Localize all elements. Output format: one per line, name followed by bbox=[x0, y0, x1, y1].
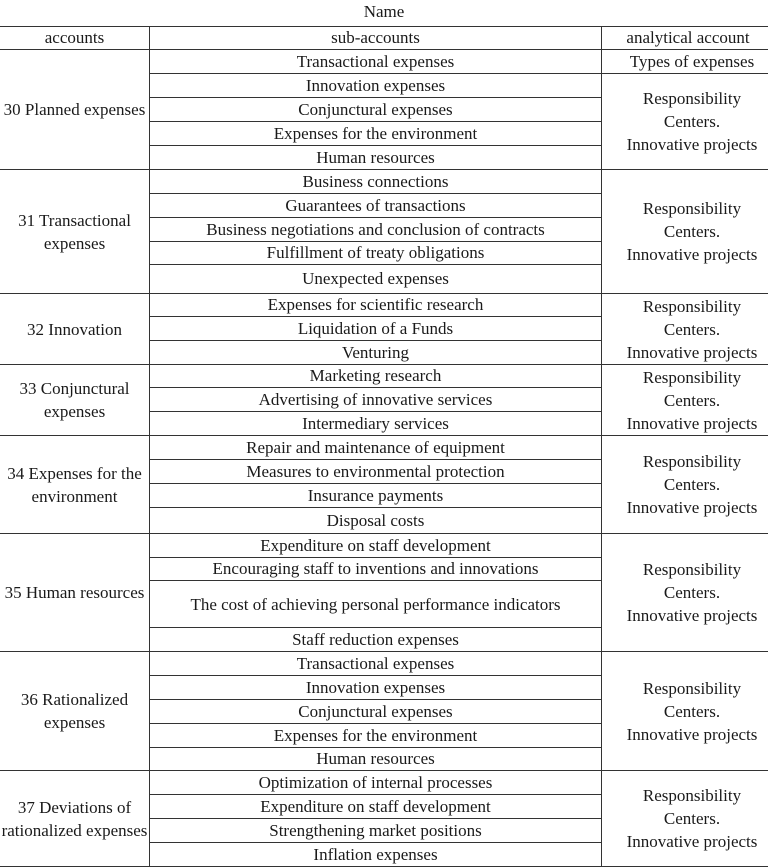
account-cell: 32 Innovation bbox=[0, 294, 150, 365]
sub-account-cell: Disposal costs bbox=[150, 508, 602, 534]
sub-account-cell: Human resources bbox=[150, 146, 602, 170]
analytical-cell bbox=[602, 365, 768, 436]
analytical-cell bbox=[602, 170, 768, 294]
sub-account-cell: Expenses for the environment bbox=[150, 724, 602, 748]
analytical-line: Centers. bbox=[616, 110, 768, 133]
header-sub-accounts: sub-accounts bbox=[150, 27, 602, 50]
accounts-table bbox=[0, 26, 768, 867]
analytical-line: Responsibility bbox=[616, 558, 768, 581]
analytical-line: Responsibility bbox=[616, 366, 768, 389]
table-row bbox=[0, 170, 768, 194]
analytical-cell bbox=[602, 74, 768, 170]
sub-account-cell: Business connections bbox=[150, 170, 602, 194]
sub-account-cell: Fulfillment of treaty obligations bbox=[150, 242, 602, 265]
analytical-line: Innovative projects bbox=[616, 243, 768, 266]
table-row bbox=[0, 294, 768, 317]
account-cell: 37 Deviations of rationalized expenses bbox=[0, 771, 150, 867]
analytical-line: Centers. bbox=[616, 581, 768, 604]
sub-account-cell: Repair and maintenance of equipment bbox=[150, 436, 602, 460]
sub-account-cell: Human resources bbox=[150, 748, 602, 771]
account-cell: 34 Expenses for the environment bbox=[0, 436, 150, 534]
sub-account-cell: Unexpected expenses bbox=[150, 265, 602, 294]
analytical-line: Innovative projects bbox=[616, 341, 768, 364]
sub-account-cell: Advertising of innovative services bbox=[150, 388, 602, 412]
sub-account-cell: Expenditure on staff development bbox=[150, 534, 602, 558]
account-cell: 31 Transactional expenses bbox=[0, 170, 150, 294]
sub-account-cell: Encouraging staff to inventions and innovations bbox=[150, 558, 602, 581]
table-title: Name bbox=[0, 0, 768, 26]
analytical-line: Centers. bbox=[616, 807, 768, 830]
analytical-line: Centers. bbox=[616, 700, 768, 723]
sub-account-cell: Expenses for scientific research bbox=[150, 294, 602, 317]
analytical-cell bbox=[602, 294, 768, 365]
account-cell: 30 Planned expenses bbox=[0, 50, 150, 170]
sub-account-cell: Business negotiations and conclusion of contracts bbox=[150, 218, 602, 242]
sub-account-cell: Innovation expenses bbox=[150, 676, 602, 700]
sub-account-cell: Conjunctural expenses bbox=[150, 98, 602, 122]
analytical-line: Responsibility bbox=[616, 677, 768, 700]
analytical-line: Centers. bbox=[616, 473, 768, 496]
header-row bbox=[0, 27, 768, 50]
sub-account-cell: Measures to environmental protection bbox=[150, 460, 602, 484]
sub-account-cell: Expenditure on staff development bbox=[150, 795, 602, 819]
analytical-line: Innovative projects bbox=[616, 412, 768, 435]
table-row bbox=[0, 534, 768, 558]
analytical-line: Innovative projects bbox=[616, 723, 768, 746]
sub-account-cell: Strengthening market positions bbox=[150, 819, 602, 843]
analytical-line: Centers. bbox=[616, 220, 768, 243]
sub-account-cell: Optimization of internal processes bbox=[150, 771, 602, 795]
table-row bbox=[0, 365, 768, 388]
sub-account-cell: Insurance payments bbox=[150, 484, 602, 508]
account-cell: 35 Human resources bbox=[0, 534, 150, 652]
analytical-line: Responsibility bbox=[616, 295, 768, 318]
analytical-line: Centers. bbox=[616, 318, 768, 341]
analytical-text: Types of expenses bbox=[616, 50, 768, 73]
sub-account-cell: Staff reduction expenses bbox=[150, 628, 602, 652]
table-row bbox=[0, 436, 768, 460]
analytical-line: Innovative projects bbox=[616, 604, 768, 627]
sub-account-cell: Transactional expenses bbox=[150, 50, 602, 74]
analytical-cell bbox=[602, 50, 768, 74]
sub-account-cell: Conjunctural expenses bbox=[150, 700, 602, 724]
header-accounts: accounts bbox=[0, 27, 150, 50]
header-analytical-account: analytical account bbox=[602, 27, 768, 50]
table-row bbox=[0, 652, 768, 676]
account-cell: 33 Conjunctural expenses bbox=[0, 365, 150, 436]
analytical-line: Responsibility bbox=[616, 784, 768, 807]
analytical-cell bbox=[602, 771, 768, 867]
sub-account-cell: Marketing research bbox=[150, 365, 602, 388]
table-row bbox=[0, 50, 768, 74]
sub-account-cell: Transactional expenses bbox=[150, 652, 602, 676]
analytical-line: Responsibility bbox=[616, 87, 768, 110]
analytical-line: Responsibility bbox=[616, 197, 768, 220]
analytical-cell bbox=[602, 652, 768, 771]
sub-account-cell: Venturing bbox=[150, 341, 602, 365]
sub-account-cell: Expenses for the environment bbox=[150, 122, 602, 146]
analytical-cell bbox=[602, 436, 768, 534]
sub-account-cell: The cost of achieving personal performance indicators bbox=[150, 581, 602, 628]
sub-account-cell: Inflation expenses bbox=[150, 843, 602, 867]
sub-account-cell: Intermediary services bbox=[150, 412, 602, 436]
analytical-cell bbox=[602, 534, 768, 652]
analytical-line: Innovative projects bbox=[616, 133, 768, 156]
analytical-line: Centers. bbox=[616, 389, 768, 412]
sub-account-cell: Innovation expenses bbox=[150, 74, 602, 98]
sub-account-cell: Guarantees of transactions bbox=[150, 194, 602, 218]
analytical-line: Innovative projects bbox=[616, 496, 768, 519]
analytical-line: Innovative projects bbox=[616, 830, 768, 853]
analytical-line: Responsibility bbox=[616, 450, 768, 473]
account-cell: 36 Rationalized expenses bbox=[0, 652, 150, 771]
sub-account-cell: Liquidation of a Funds bbox=[150, 317, 602, 341]
table-row bbox=[0, 771, 768, 795]
